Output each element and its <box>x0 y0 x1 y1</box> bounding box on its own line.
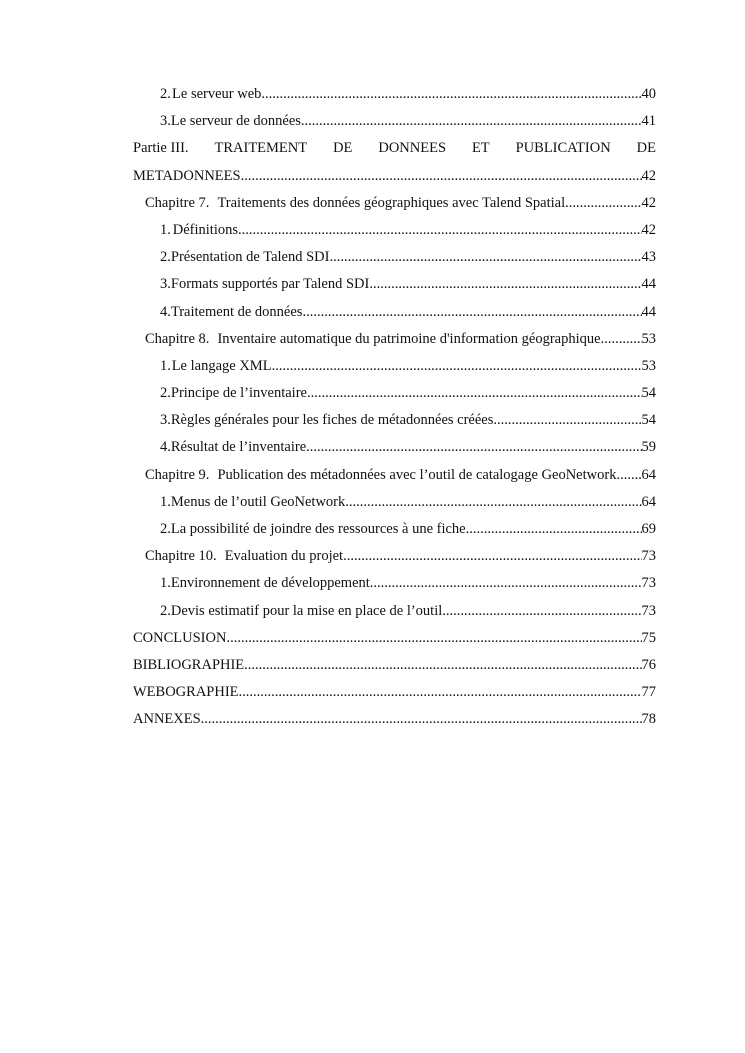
toc-entry-title: Evaluation du projet <box>224 548 344 565</box>
toc-entry-number: 3. <box>160 412 171 429</box>
toc-entry-number: 2. <box>160 521 171 538</box>
toc-entry[interactable] <box>133 439 656 466</box>
toc-entry[interactable] <box>133 385 656 412</box>
table-of-contents <box>133 86 656 739</box>
dot-leader <box>238 222 641 239</box>
toc-entry-page: 69 <box>641 521 656 538</box>
toc-part-title-line <box>133 140 656 167</box>
toc-entry[interactable] <box>133 249 656 276</box>
toc-entry-page: 78 <box>641 711 656 728</box>
dot-leader <box>369 276 641 293</box>
toc-entry-number: 1. <box>160 357 171 374</box>
dot-leader <box>616 467 641 484</box>
toc-entry-title: Traitements des données géographiques avec Talend Spatial <box>217 194 566 211</box>
toc-entry-title: Le langage XML <box>171 357 272 374</box>
toc-entry-page: 54 <box>641 385 656 402</box>
toc-chapter-entry[interactable] <box>133 548 656 575</box>
toc-entry-title: Résultat de l’inventaire <box>170 439 307 456</box>
toc-entry-page: 77 <box>641 684 656 701</box>
toc-part-continuation <box>133 168 656 195</box>
toc-entry-title: BIBLIOGRAPHIE <box>133 656 245 673</box>
toc-entry-page: 76 <box>641 656 656 673</box>
dot-leader <box>370 575 642 592</box>
chapter-label: Chapitre 7. <box>145 194 210 211</box>
dot-leader <box>301 113 642 130</box>
toc-entry-title: Publication des métadonnées avec l’outil de catalogage GeoNetwork <box>217 466 617 483</box>
toc-entry-page: 42 <box>641 167 656 184</box>
toc-entry-title: Devis estimatif pour la mise en place de l’outil <box>170 602 443 619</box>
toc-entry[interactable] <box>133 494 656 521</box>
toc-entry[interactable] <box>133 113 656 140</box>
toc-entry-page: 41 <box>641 113 656 130</box>
toc-entry-page: 44 <box>641 303 656 320</box>
dot-leader <box>442 603 641 620</box>
toc-entry-page: 54 <box>641 412 656 429</box>
dot-leader <box>239 684 642 701</box>
chapter-label: Chapitre 9. <box>145 466 210 483</box>
toc-entry-page: 64 <box>641 466 656 483</box>
dot-leader <box>345 494 641 511</box>
toc-entry-page: 53 <box>641 330 656 347</box>
toc-entry-page: 64 <box>641 493 656 510</box>
part-word: DE <box>333 140 353 157</box>
toc-entry-number: 1. <box>160 493 171 510</box>
toc-entry-number: 2. <box>160 385 171 402</box>
toc-entry-page: 42 <box>641 221 656 238</box>
toc-entry-title: Le serveur web <box>172 86 262 102</box>
toc-entry[interactable] <box>133 575 656 602</box>
toc-entry-number: 4. <box>160 303 171 320</box>
dot-leader <box>493 412 641 429</box>
dot-leader <box>302 304 641 321</box>
toc-top-level-entry[interactable] <box>133 630 656 657</box>
part-word: TRAITEMENT <box>214 140 308 157</box>
toc-entry-title: La possibilité de joindre des ressources à une fiche <box>170 521 466 538</box>
toc-entry-page: 59 <box>641 439 656 456</box>
toc-entry-number: 2. <box>160 86 171 102</box>
part-word: DE <box>636 140 656 157</box>
toc-entry-page: 43 <box>641 249 656 266</box>
toc-entry-page: 53 <box>641 357 656 374</box>
toc-entry[interactable] <box>133 86 656 113</box>
toc-entry-title: Règles générales pour les fiches de métadonnées créées <box>170 412 494 429</box>
toc-chapter-entry[interactable] <box>133 195 656 222</box>
toc-chapter-entry[interactable] <box>133 467 656 494</box>
dot-leader <box>241 168 642 185</box>
toc-chapter-entry[interactable] <box>133 331 656 358</box>
toc-entry-page: 73 <box>641 548 656 565</box>
toc-entry-title: Traitement de données <box>170 303 303 320</box>
part-word: PUBLICATION <box>515 140 611 157</box>
chapter-label: Chapitre 10. <box>145 548 217 565</box>
dot-leader <box>226 630 641 647</box>
dot-leader <box>201 711 642 728</box>
part-word: Partie III. <box>133 140 189 157</box>
toc-entry-title: CONCLUSION <box>133 629 227 646</box>
chapter-label: Chapitre 8. <box>145 330 210 347</box>
toc-entry-page: 42 <box>641 194 656 211</box>
dot-leader <box>329 249 641 266</box>
toc-entry-number: 1. <box>160 221 171 238</box>
dot-leader <box>601 331 642 348</box>
toc-entry[interactable] <box>133 521 656 548</box>
toc-entry-number: 2. <box>160 249 171 266</box>
toc-entry-title: Inventaire automatique du patrimoine d'information géographique <box>217 330 601 347</box>
toc-entry-page: 40 <box>641 86 656 102</box>
toc-entry-page: 73 <box>641 575 656 592</box>
dot-leader <box>565 195 641 212</box>
part-word: ET <box>471 140 490 157</box>
toc-entry[interactable] <box>133 276 656 303</box>
dot-leader <box>306 439 641 456</box>
toc-entry[interactable] <box>133 222 656 249</box>
toc-entry-title: WEBOGRAPHIE <box>133 684 239 701</box>
dot-leader <box>307 385 642 402</box>
toc-entry[interactable] <box>133 304 656 331</box>
toc-top-level-entry[interactable] <box>133 684 656 711</box>
dot-leader <box>261 86 641 103</box>
toc-entry[interactable] <box>133 603 656 630</box>
toc-entry-number: 4. <box>160 439 171 456</box>
dot-leader <box>272 358 642 375</box>
toc-entry[interactable] <box>133 358 656 385</box>
toc-entry-number: 3. <box>160 113 171 130</box>
toc-entry-number: 2. <box>160 602 171 619</box>
toc-entry-title: Principe de l’inventaire <box>170 385 307 402</box>
toc-entry-title: ANNEXES <box>133 711 201 728</box>
dot-leader <box>343 548 641 565</box>
toc-entry-page: 44 <box>641 276 656 293</box>
toc-entry-title: Formats supportés par Talend SDI <box>170 276 370 293</box>
part-word: DONNEES <box>378 140 447 157</box>
toc-entry-title: Le serveur de données <box>170 113 301 130</box>
toc-entry-title: Environnement de développement <box>170 575 370 592</box>
toc-top-level-entry[interactable] <box>133 711 656 738</box>
toc-entry-title: Menus de l’outil GeoNetwork <box>170 493 346 510</box>
toc-entry-number: 1. <box>160 575 171 592</box>
toc-part-entry[interactable] <box>133 140 656 194</box>
toc-entry-page: 75 <box>641 629 656 646</box>
toc-entry-page: 73 <box>641 602 656 619</box>
dot-leader <box>466 521 642 538</box>
toc-entry-title: Présentation de Talend SDI <box>170 249 330 266</box>
toc-entry[interactable] <box>133 412 656 439</box>
toc-entry-number: 3. <box>160 276 171 293</box>
toc-entry-title: METADONNEES <box>133 167 241 184</box>
toc-entry-title: Définitions <box>172 221 239 238</box>
toc-top-level-entry[interactable] <box>133 657 656 684</box>
dot-leader <box>244 657 641 674</box>
